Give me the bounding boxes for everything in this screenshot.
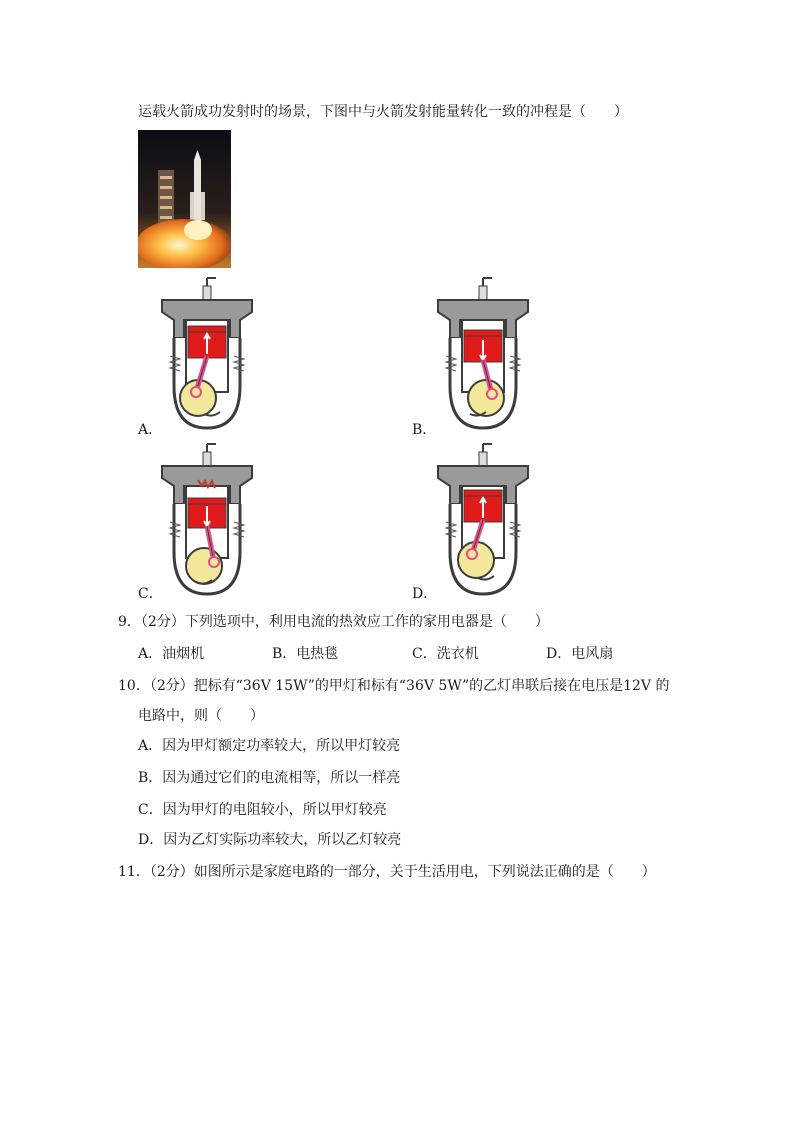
q10-option-d: D．因为乙灯实际功率较大，所以乙灯较亮 <box>138 832 402 848</box>
q9-option-d: D．电风扇 <box>546 646 614 662</box>
option-a-label: A． <box>138 422 163 438</box>
option-d-label: D． <box>412 586 438 602</box>
engine-diagram-b <box>428 276 538 434</box>
q9-option-c: C．洗衣机 <box>412 646 479 662</box>
q10-option-c: C．因为甲灯的电阻较小，所以甲灯较亮 <box>138 802 387 818</box>
q9-option-b: B．电热毯 <box>272 646 339 662</box>
option-c-label: C． <box>138 586 163 602</box>
q10-option-b: B．因为通过它们的电流相等，所以一样亮 <box>138 770 401 786</box>
engine-diagram-a <box>152 276 262 434</box>
q10-stem-line1: 10．（2分）把标有“36V 15W”的甲灯和标有“36V 5W”的乙灯串联后接在电压是12V 的 <box>118 678 670 694</box>
engine-diagram-d <box>428 442 538 600</box>
option-b-label: B． <box>412 422 437 438</box>
q10-option-a: A．因为甲灯额定功率较大，所以甲灯较亮 <box>138 738 401 754</box>
q11-stem: 11．（2分）如图所示是家庭电路的一部分，关于生活用电，下列说法正确的是（ ） <box>118 864 656 880</box>
q9-stem: 9．（2分）下列选项中，利用电流的热效应工作的家用电器是（ ） <box>118 614 549 630</box>
engine-diagram-c <box>152 442 262 600</box>
q9-option-a: A．油烟机 <box>138 646 205 662</box>
rocket-launch-photo <box>138 130 231 268</box>
q10-stem-line2: 电路中，则（ ） <box>138 708 264 724</box>
q8-stem: 运载火箭成功发射时的场景，下图中与火箭发射能量转化一致的冲程是（ ） <box>138 104 628 120</box>
